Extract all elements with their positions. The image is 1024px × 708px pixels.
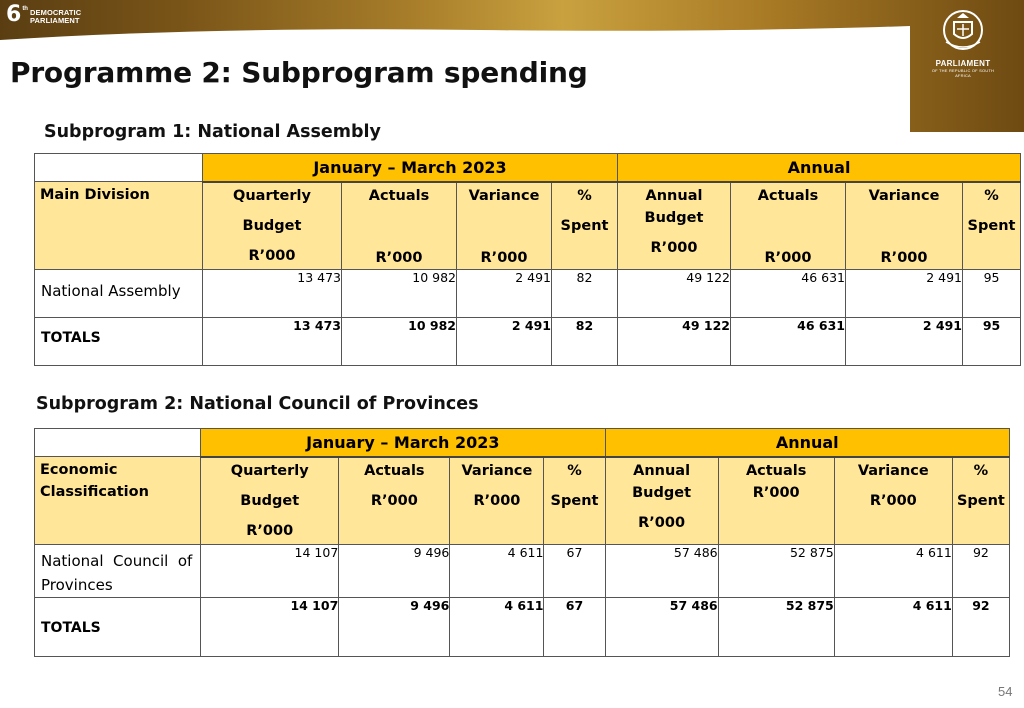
slide-number: 54 <box>998 684 1013 699</box>
header-annual-actuals <box>731 182 846 270</box>
header-text: Budget <box>242 217 302 234</box>
header-annual-percent-spent <box>952 457 1009 545</box>
cell-percent: 67 <box>544 545 605 598</box>
header-text: Annual <box>633 462 691 479</box>
header-text: Spent <box>967 217 1016 234</box>
header-text: Classification <box>40 484 149 500</box>
parliament-logo <box>924 8 1002 78</box>
cell-actuals: 10 982 <box>342 270 457 318</box>
header-annual-percent-spent <box>963 182 1021 270</box>
band-blank-cell <box>35 429 201 457</box>
table-header-row <box>35 182 1021 270</box>
header-economic-classification <box>35 457 201 545</box>
header-quarterly-budget <box>203 182 342 270</box>
header-text: R’000 <box>650 239 698 256</box>
row-label-line-2: Provinces <box>41 576 113 594</box>
header-text: R’000 <box>246 522 294 539</box>
cell-variance: 4 611 <box>450 598 544 657</box>
cell-annual-budget: 49 122 <box>618 318 731 366</box>
header-text: % <box>973 462 989 479</box>
cell-annual-percent: 92 <box>952 545 1009 598</box>
header-text: Actuals <box>757 187 819 204</box>
band-annual: Annual <box>605 429 1009 457</box>
header-text: Spent <box>550 492 599 509</box>
header-text: Quarterly <box>233 187 311 204</box>
totals-row <box>35 598 1010 657</box>
cell-annual-actuals: 46 631 <box>731 318 846 366</box>
cell-annual-variance: 4 611 <box>834 545 952 598</box>
row-label: TOTALS <box>35 318 203 366</box>
header-annual-actuals <box>718 457 834 545</box>
cell-quarterly-budget: 13 473 <box>203 270 342 318</box>
logo-line-2: PARLIAMENT <box>29 16 80 25</box>
header-text: Variance <box>857 462 929 479</box>
cell-variance: 4 611 <box>450 545 544 598</box>
header-text: Annual <box>645 187 703 204</box>
table-header-row <box>35 457 1010 545</box>
cell-annual-percent: 95 <box>963 270 1021 318</box>
header-main-division: Main Division <box>35 182 203 270</box>
header-text: R’000 <box>869 492 917 509</box>
table-band-row <box>35 154 1021 182</box>
header-variance <box>457 182 552 270</box>
band-blank-cell <box>35 154 203 182</box>
header-text: Variance <box>468 187 540 204</box>
cell-percent: 82 <box>552 270 618 318</box>
cell-variance: 2 491 <box>457 270 552 318</box>
header-annual-budget <box>618 182 731 270</box>
cell-annual-budget: 57 486 <box>605 598 718 657</box>
page-title: Programme 2: Subprogram spending <box>10 56 588 89</box>
header-text: Variance <box>461 462 533 479</box>
totals-row <box>35 318 1021 366</box>
header-text: R’000 <box>375 249 423 266</box>
table-row <box>35 545 1010 598</box>
header-text: R’000 <box>248 247 296 264</box>
cell-annual-variance: 4 611 <box>834 598 952 657</box>
header-actuals <box>342 182 457 270</box>
header-text: R’000 <box>764 249 812 266</box>
logo-superscript: th <box>22 6 28 12</box>
cell-annual-variance: 2 491 <box>846 270 963 318</box>
cell-annual-percent: 92 <box>952 598 1009 657</box>
header-text: Actuals <box>364 462 425 479</box>
cell-percent: 67 <box>544 598 605 657</box>
row-label: National Assembly <box>35 270 203 318</box>
logo-text <box>30 9 81 25</box>
cell-annual-actuals: 52 875 <box>718 545 834 598</box>
header-text: R’000 <box>880 249 928 266</box>
cell-annual-actuals: 46 631 <box>731 270 846 318</box>
header-annual-variance <box>834 457 952 545</box>
header-actuals <box>339 457 450 545</box>
header-text: Actuals <box>745 462 807 479</box>
header-text: Spent <box>560 217 609 234</box>
header-text: Budget <box>644 209 704 226</box>
row-label <box>35 545 201 598</box>
subprogram-2-table <box>34 428 1010 657</box>
parliament-name: PARLIAMENT <box>935 59 991 68</box>
cell-annual-budget: 49 122 <box>618 270 731 318</box>
header-text: Quarterly <box>230 462 309 479</box>
header-text: % <box>984 187 999 204</box>
header-text: Budget <box>240 492 300 509</box>
subprogram-1-heading: Subprogram 1: National Assembly <box>44 122 381 142</box>
header-text: R’000 <box>638 514 686 531</box>
header-text: R’000 <box>370 492 418 509</box>
cell-quarterly-budget: 14 107 <box>201 545 339 598</box>
header-text: R’000 <box>473 492 521 509</box>
parliament-subtitle: OF THE REPUBLIC OF SOUTH AFRICA <box>931 68 995 78</box>
band-annual: Annual <box>618 154 1021 182</box>
band-quarter: January – March 2023 <box>201 429 605 457</box>
header-variance <box>450 457 544 545</box>
header-text: % <box>567 462 582 479</box>
cell-quarterly-budget: 14 107 <box>201 598 339 657</box>
cell-variance: 2 491 <box>457 318 552 366</box>
subprogram-2-heading: Subprogram 2: National Council of Provinces <box>36 394 479 414</box>
democratic-parliament-logo <box>6 3 81 27</box>
row-label-line-1: National Council of <box>41 552 193 570</box>
cell-actuals: 9 496 <box>339 598 450 657</box>
header-text: % <box>577 187 592 204</box>
header-text: Spent <box>956 492 1005 509</box>
table-row <box>35 270 1021 318</box>
table-band-row <box>35 429 1010 457</box>
header-text: R’000 <box>752 484 800 501</box>
header-text: Budget <box>632 484 692 501</box>
band-quarter: January – March 2023 <box>203 154 618 182</box>
coat-of-arms-icon <box>940 8 986 52</box>
logo-number: 6 <box>6 2 22 27</box>
header-annual-budget <box>605 457 718 545</box>
cell-percent: 82 <box>552 318 618 366</box>
subprogram-1-table <box>34 153 1021 366</box>
cell-quarterly-budget: 13 473 <box>203 318 342 366</box>
header-percent-spent <box>552 182 618 270</box>
header-percent-spent <box>544 457 605 545</box>
logo-line-1: DEMOCRATIC <box>29 8 82 17</box>
header-quarterly-budget <box>201 457 339 545</box>
row-label: TOTALS <box>35 598 201 657</box>
cell-annual-budget: 57 486 <box>605 545 718 598</box>
header-text: Actuals <box>368 187 430 204</box>
cell-annual-actuals: 52 875 <box>718 598 834 657</box>
header-text: Variance <box>868 187 940 204</box>
cell-annual-variance: 2 491 <box>846 318 963 366</box>
header-text: Economic <box>40 462 118 478</box>
cell-actuals: 10 982 <box>342 318 457 366</box>
header-annual-variance <box>846 182 963 270</box>
cell-annual-percent: 95 <box>963 318 1021 366</box>
cell-actuals: 9 496 <box>339 545 450 598</box>
header-text: R’000 <box>480 249 528 266</box>
